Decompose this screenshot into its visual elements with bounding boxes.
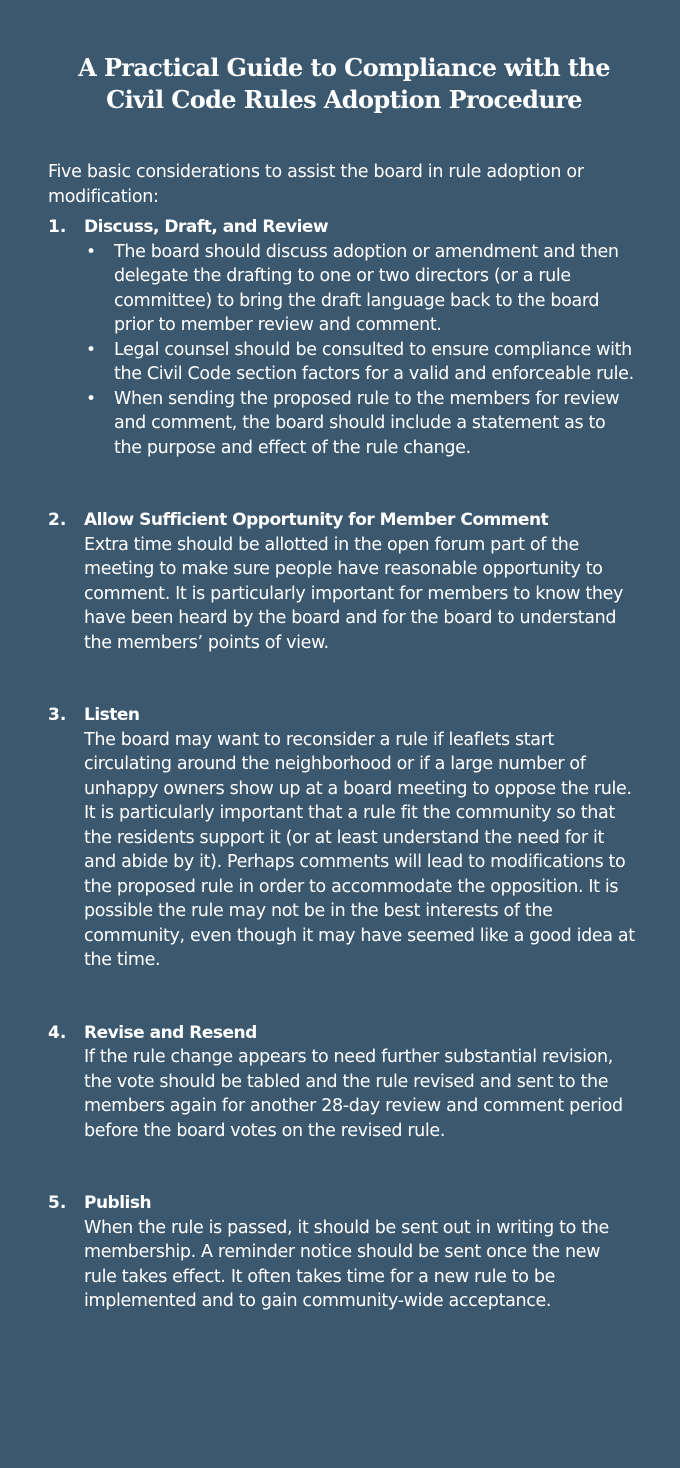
bullet-icon: • [86,241,96,262]
step-body: If the rule change appears to need further substantial revision, the vote should be tabled and the rule revised and sent to the members again for another 28-day review and comment period before the board votes on the revised rule. [84,1047,623,1141]
step-body: The board may want to reconsider a rule if leaflets start circulating around the neighborhood or if a large number of unhappy owners show up at a board meeting to oppose the rule. It is particularly important that a rule fit the community so that the residents support it (or at least understand the need for it and abide by it). Perhaps comments will lead to modifications to the proposed rule in order to accommodate the opposition. It is possible the rule may not be in the best interests of the community, even though it may have seemed like a good idea at the time. [84,729,635,970]
step-body: When the rule is passed, it should be sent out in writing to the membership. A reminder notice should be sent once the new rule takes effect. It often takes time for a new rule to be implemented and to gain community-wide acceptance. [84,1217,609,1311]
step-number: 2. [48,510,67,530]
bullet-item [84,338,636,387]
title-line-2: Civil Code Rules Adoption Procedure [106,85,582,114]
step-item [48,1021,636,1144]
step-body: Extra time should be allotted in the open forum part of the meeting to make sure people have reasonable opportunity to comment. It is particularly important for members to know they have been heard by the board and for the board to understand the members’ points of view. [84,534,623,653]
step-item [48,215,636,460]
step-title: Revise and Resend [84,1022,257,1043]
step-item [48,1191,636,1314]
step-number: 1. [48,217,67,237]
bullet-text: Legal counsel should be consulted to ensure compliance with the Civil Code section factors for a valid and enforceable rule. [114,339,634,384]
bullet-text: When sending the proposed rule to the members for review and comment, the board should include a statement as to the purpose and effect of the rule change. [114,388,620,458]
step-title: Publish [84,1193,152,1213]
step-item [48,508,636,655]
step-bullets [84,240,636,461]
step-number: 5. [48,1193,67,1213]
bullet-text: The board should discuss adoption or amendment and then delegate the drafting to one or two directors (or a rule committee) to bring the draft language back to the board prior to member review and comment. [114,241,619,335]
step-title: Listen [84,705,140,725]
step-title: Discuss, Draft, and Review [84,217,329,237]
step-item [48,703,636,973]
page-title [48,52,636,116]
intro-text: Five basic considerations to assist the board in rule adoption or modification: [48,162,584,207]
title-line-1: A Practical Guide to Compliance with the [78,53,610,82]
bullet-icon: • [86,388,96,409]
bullet-item [84,240,636,338]
step-title: Allow Sufficient Opportunity for Member Comment [84,510,549,530]
bullet-item [84,387,636,461]
step-number: 4. [48,1022,67,1043]
bullet-icon: • [86,339,96,360]
step-number: 3. [48,705,67,725]
steps-list [48,215,636,1314]
